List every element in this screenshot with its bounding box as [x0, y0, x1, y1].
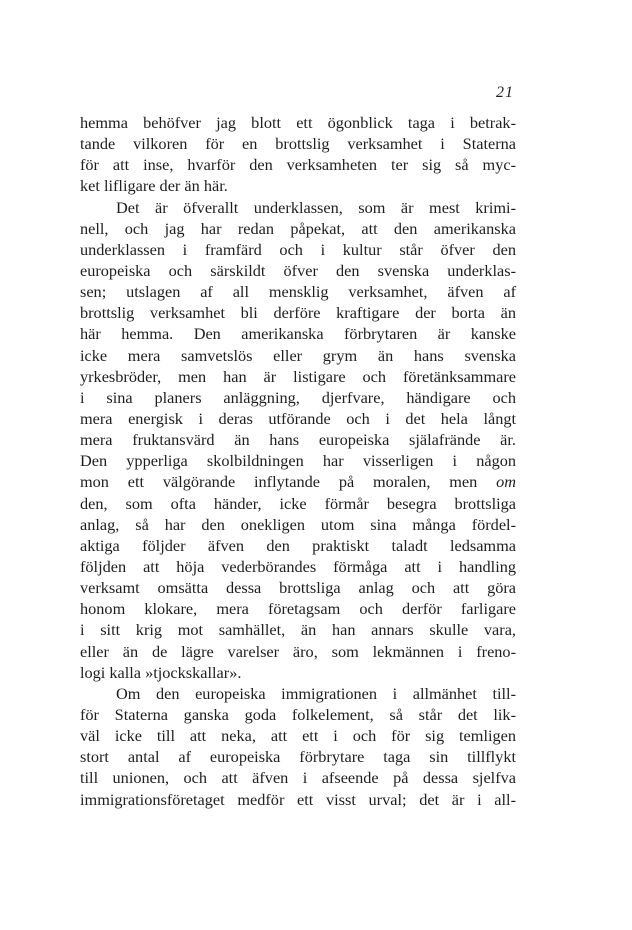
text-line	[80, 112, 516, 133]
text-line-content: brottslig verksamhet bli derföre kraftigare der borta än	[80, 303, 516, 323]
page-number: 21	[496, 84, 514, 101]
text-line	[80, 281, 516, 302]
text-line	[80, 175, 516, 196]
body-text	[80, 112, 516, 810]
text-line-content: den, som ofta händer, icke förmår besegra brottsliga	[80, 493, 516, 513]
text-line-content: eller än de lägre varelser äro, som lekmännen i freno-	[80, 641, 516, 661]
text-line	[80, 387, 516, 408]
text-line	[80, 683, 516, 704]
text-line-content: mon ett välgörande inflytande på moralen, men	[80, 472, 497, 492]
text-line-content: immigrationsföretaget medför ett visst urval; det är i all-	[80, 789, 516, 809]
text-line-content: yrkesbröder, men han är listigare och företänksammare	[80, 366, 516, 386]
text-line-content: ket lifligare der än här.	[80, 176, 228, 196]
emphasized-word: om	[496, 472, 516, 492]
text-line	[80, 514, 516, 535]
text-line	[80, 408, 516, 429]
text-line-content: underklassen i framfärd och i kultur står öfver den	[80, 239, 516, 259]
text-line-content: i sina planers anläggning, djerfvare, händigare och	[80, 387, 516, 407]
text-line	[80, 789, 516, 810]
text-line-content: i sitt krig mot samhället, än han annars skulle vara,	[80, 620, 516, 640]
text-line	[80, 471, 516, 492]
text-line-content: här hemma. Den amerikanska förbrytaren är kanske	[80, 324, 516, 344]
text-line-content: logi kalla »tjockskallar».	[80, 662, 242, 682]
text-line	[80, 556, 516, 577]
text-line-content: Det är öfverallt underklassen, som är mest krimi-	[116, 197, 516, 217]
text-line	[80, 260, 516, 281]
text-line	[80, 493, 516, 514]
text-line	[80, 577, 516, 598]
text-line	[80, 641, 516, 662]
text-line	[80, 154, 516, 175]
text-line-content: tande vilkoren för en brottslig verksamhet i Staterna	[80, 134, 516, 154]
text-line	[80, 366, 516, 387]
text-line-content: nell, och jag har redan påpekat, att den amerikanska	[80, 218, 516, 238]
text-line-content: Om den europeiska immigrationen i allmänhet till-	[116, 683, 516, 703]
text-line	[80, 133, 516, 154]
text-line	[80, 218, 516, 239]
text-line-content: följden att höja vederbörandes förmåga att i handling	[80, 556, 516, 576]
text-line	[80, 345, 516, 366]
text-line	[80, 450, 516, 471]
text-line	[80, 197, 516, 218]
text-line-content: stort antal af europeiska förbrytare taga sin tillflykt	[80, 747, 516, 767]
text-line-content: Den ypperliga skolbildningen har visserligen i någon	[80, 451, 516, 471]
text-line-content: honom klokare, mera företagsam och derför farligare	[80, 599, 516, 619]
text-line	[80, 323, 516, 344]
text-line	[80, 302, 516, 323]
text-line-content: till unionen, och att äfven i afseende på dessa sjelfva	[80, 768, 516, 788]
text-line-content: hemma behöfver jag blott ett ögonblick taga i betrak-	[80, 113, 516, 132]
text-line	[80, 704, 516, 725]
text-line	[80, 598, 516, 619]
text-line	[80, 535, 516, 556]
text-line-content: sen; utslagen af all mensklig verksamhet, äfven af	[80, 282, 516, 302]
text-line-content: mera energisk i deras utförande och i det hela långt	[80, 408, 516, 428]
text-line	[80, 662, 516, 683]
text-line-content: mera fruktansvärd än hans europeiska själafrände är.	[80, 430, 516, 450]
text-line-content: för att inse, hvarför den verksamheten ter sig så myc-	[80, 155, 516, 175]
text-line	[80, 619, 516, 640]
text-line	[80, 725, 516, 746]
text-line	[80, 767, 516, 788]
text-line	[80, 239, 516, 260]
text-line-content: verksamt omsätta dessa brottsliga anlag och att göra	[80, 578, 516, 598]
text-line	[80, 429, 516, 450]
text-line	[80, 746, 516, 767]
text-line-content: för Staterna ganska goda folkelement, så står det lik-	[80, 704, 516, 724]
text-line-content: anlag, så har den onekligen utom sina många fördel-	[80, 514, 516, 534]
text-line-content: icke mera samvetslös eller grym än hans svenska	[80, 345, 516, 365]
text-line-content: väl icke till att neka, att ett i och för sig temligen	[80, 726, 516, 746]
text-line-content: aktiga följder äfven den praktiskt taladt ledsamma	[80, 535, 516, 555]
text-line-content: europeiska och särskildt öfver den svenska underklas-	[80, 260, 516, 280]
